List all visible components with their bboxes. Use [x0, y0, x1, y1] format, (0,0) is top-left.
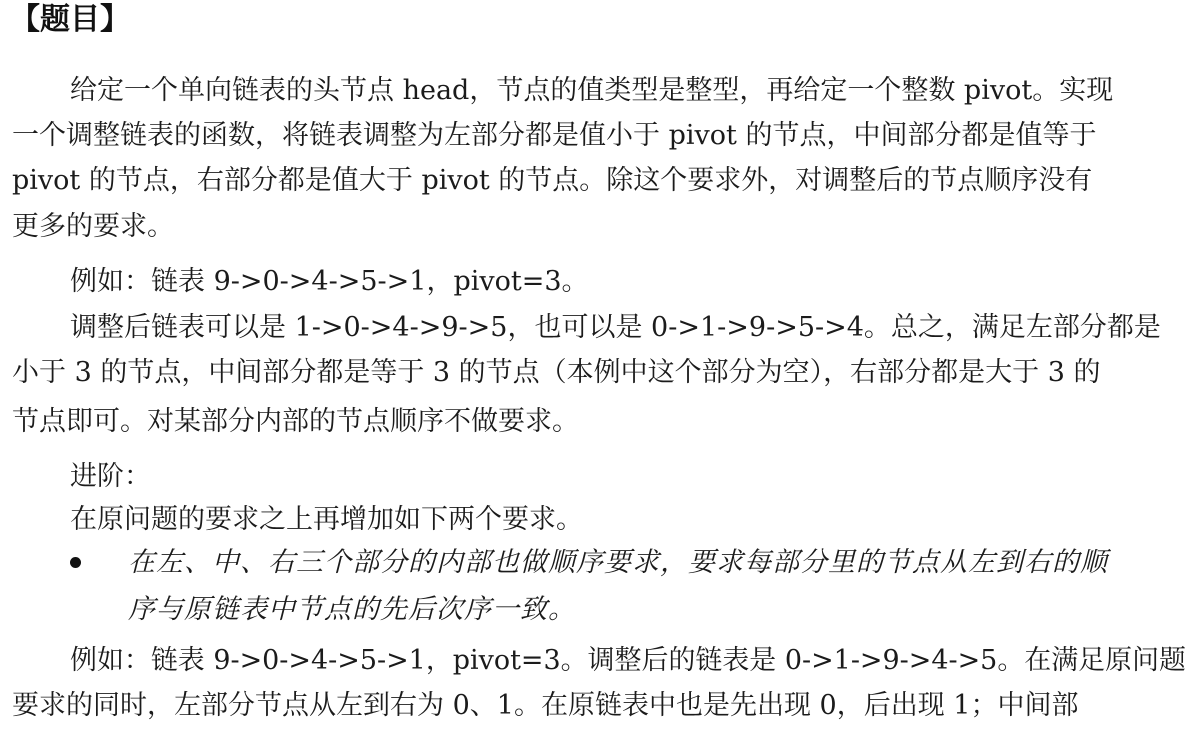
paragraph-line: pivot 的节点，右部分都是值大于 pivot 的节点。除这个要求外，对调整后的节点顺序没有 [12, 165, 1093, 196]
paragraph-line: 例如：链表 9->0->4->5->1，pivot=3。 [70, 266, 589, 297]
paragraph-line: 给定一个单向链表的头节点 head，节点的值类型是整型，再给定一个整数 pivot。实现 [70, 75, 1114, 106]
bullet-line: 序与原链表中节点的先后次序一致。 [128, 594, 576, 625]
section-heading: 【题目】 [10, 2, 130, 37]
paragraph-line: 小于 3 的节点，中间部分都是等于 3 的节点（本例中这个部分为空），右部分都是大于 3 的 [12, 357, 1101, 388]
paragraph-line: 进阶： [70, 461, 151, 492]
paragraph-line: 在原问题的要求之上再增加如下两个要求。 [70, 504, 583, 535]
paragraph-line: 要求的同时，左部分节点从左到右为 0、1。在原链表中也是先出现 0，后出现 1；中间部 [12, 690, 1079, 721]
bullet-icon [70, 557, 81, 568]
paragraph-line: 调整后链表可以是 1->0->4->9->5，也可以是 0->1->9->5->4。总之，满足左部分都是 [70, 312, 1161, 343]
paragraph-line: 更多的要求。 [12, 211, 174, 242]
paragraph-line: 节点即可。对某部分内部的节点顺序不做要求。 [12, 406, 579, 437]
paragraph-line: 一个调整链表的函数，将链表调整为左部分都是值小于 pivot 的节点，中间部分都是值等于 [12, 120, 1097, 151]
paragraph-line: 例如：链表 9->0->4->5->1，pivot=3。调整后的链表是 0->1->9->4->5。在满足原问题 [70, 645, 1186, 676]
bullet-line: 在左、中、右三个部分的内部也做顺序要求，要求每部分里的节点从左到右的顺 [128, 547, 1108, 578]
